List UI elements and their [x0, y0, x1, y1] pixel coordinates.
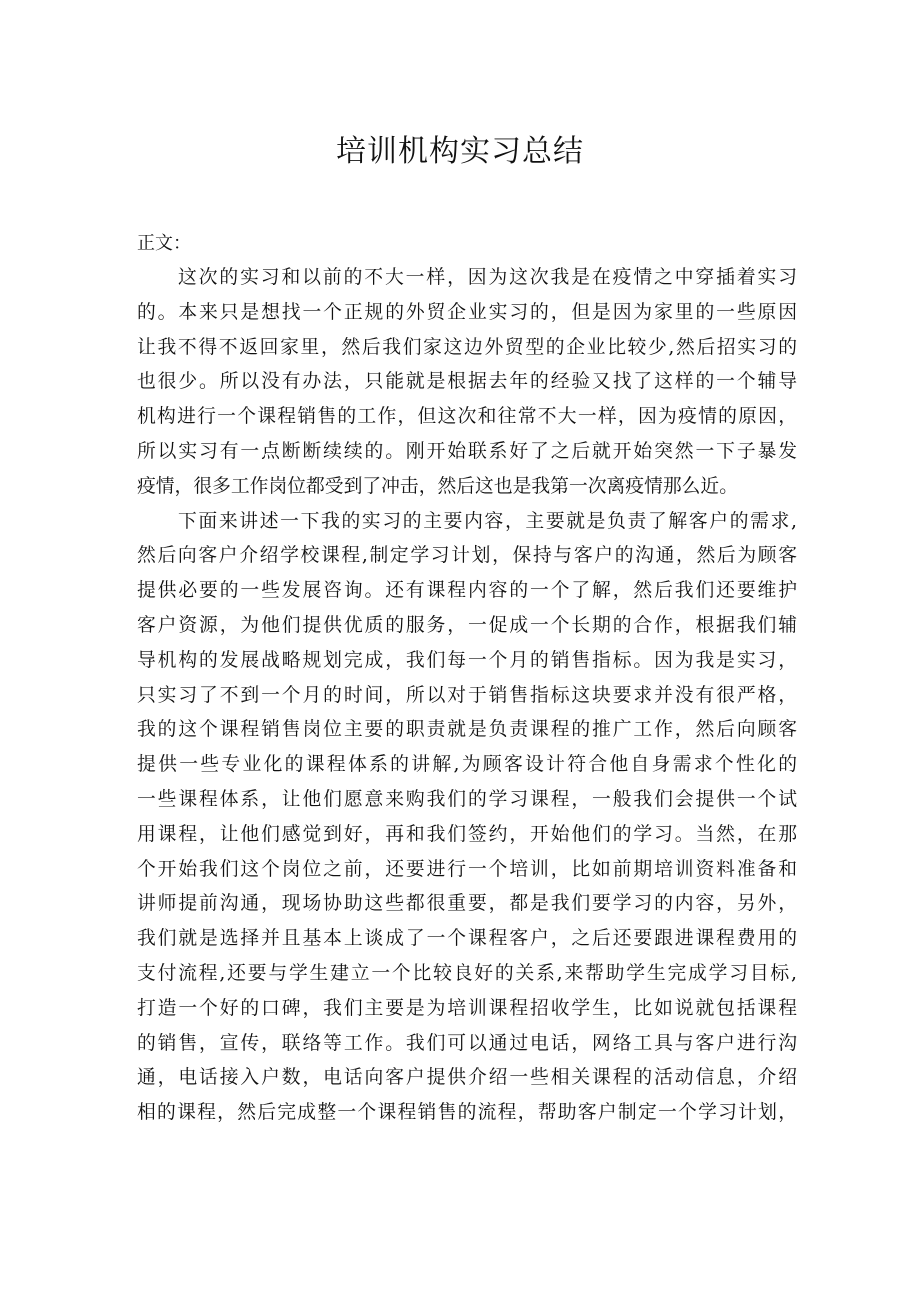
- document-title: 培训机构实习总结: [336, 134, 584, 169]
- paragraph-2-line: 讲师提前沟通，现场协助这些都很重要，都是我们要学习的内容，另外，: [137, 893, 797, 915]
- paragraph-2-line: 一些课程体系，让他们愿意来购我们的学习课程，一般我们会提供一个试: [137, 788, 797, 810]
- paragraph-2-line: 然后向客户介绍学校课程,制定学习计划，保持与客户的沟通，然后为顾客: [137, 545, 797, 567]
- paragraph-1-line: 疫情，很多工作岗位都受到了冲击，然后这也是我第一次离疫情那么近。: [137, 475, 738, 497]
- paragraph-2-line: 支付流程,还要与学生建立一个比较良好的关系,来帮助学生完成学习目标,: [137, 962, 797, 984]
- paragraph-2-line: 的销售，宣传，联络等工作。我们可以通过电话，网络工具与客户进行沟: [137, 1032, 797, 1054]
- paragraph-2-line: 打造一个好的口碑，我们主要是为培训课程招收学生，比如说就包括课程: [137, 997, 797, 1019]
- paragraph-2-line: 导机构的发展战略规划完成，我们每一个月的销售指标。因为我是实习，: [137, 649, 797, 671]
- paragraph-1-line: 所以实习有一点断断续续的。刚开始联系好了之后就开始突然一下子暴发: [137, 440, 797, 462]
- paragraph-1-line: 这次的实习和以前的不大一样，因为这次我是在疫情之中穿插着实习: [178, 267, 797, 288]
- paragraph-2-line: 通，电话接入户数，电话向客户提供介绍一些相关课程的活动信息，介绍: [137, 1067, 797, 1089]
- paragraph-2-line: 提供必要的一些发展咨询。还有课程内容的一个了解，然后我们还要维护: [137, 580, 797, 602]
- paragraph-2-line: 用课程，让他们感觉到好，再和我们签约，开始他们的学习。当然，在那: [137, 823, 797, 845]
- paragraph-1-line: 机构进行一个课程销售的工作，但这次和往常不大一样，因为疫情的原因，: [137, 406, 797, 428]
- section-label: 正文：: [137, 233, 191, 254]
- paragraph-2-line: 下面来讲述一下我的实习的主要内容，主要就是负责了解客户的需求,: [178, 510, 797, 532]
- paragraph-2-line: 相的课程，然后完成整一个课程销售的流程，帮助客户制定一个学习计划，: [137, 1102, 797, 1124]
- paragraph-2-line: 个开始我们这个岗位之前，还要进行一个培训，比如前期培训资料准备和: [137, 858, 797, 880]
- paragraph-2-line: 客户资源，为他们提供优质的服务，一促成一个长期的合作，根据我们辅: [137, 614, 797, 636]
- paragraph-1-line: 让我不得不返回家里，然后我们家这边外贸型的企业比较少,然后招实习的: [137, 336, 797, 358]
- paragraph-1-line: 的。本来只是想找一个正规的外贸企业实习的，但是因为家里的一些原因: [137, 301, 797, 323]
- paragraph-2-line: 提供一些专业化的课程体系的讲解,为顾客设计符合他自身需求个性化的: [137, 754, 797, 776]
- paragraph-1-line: 也很少。所以没有办法，只能就是根据去年的经验又找了这样的一个辅导: [137, 371, 797, 393]
- document-body: [137, 261, 797, 1131]
- paragraph-2-line: 我们就是选择并且基本上谈成了一个课程客户，之后还要跟进课程费用的: [137, 928, 797, 950]
- paragraph-2-line: 我的这个课程销售岗位主要的职责就是负责课程的推广工作，然后向顾客: [137, 719, 797, 741]
- paragraph-2-line: 只实习了不到一个月的时间，所以对于销售指标这块要求并没有很严格，: [137, 684, 797, 706]
